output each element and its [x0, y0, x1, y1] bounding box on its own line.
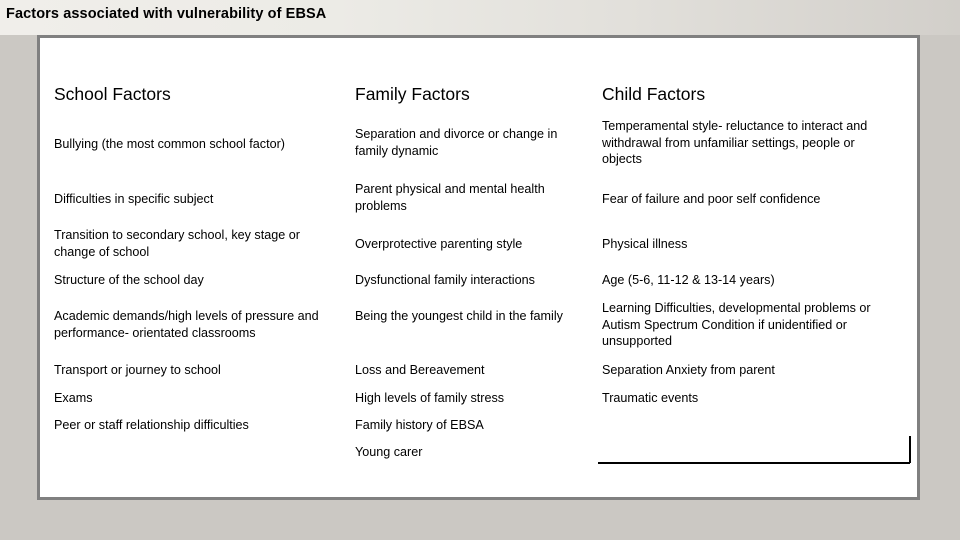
column-header-school-factors: School Factors	[54, 84, 171, 104]
table-cell: Exams	[54, 391, 93, 405]
table-cell: Separation Anxiety from parent	[602, 363, 775, 377]
table-cell: Peer or staff relationship difficulties	[54, 418, 249, 432]
table-cell: Transport or journey to school	[54, 363, 221, 377]
column-header-family-factors: Family Factors	[355, 84, 470, 104]
table-cell: Traumatic events	[602, 391, 699, 405]
table-cell: Difficulties in specific subject	[54, 192, 214, 206]
table-cell: Bullying (the most common school factor)	[54, 137, 285, 151]
annotation-bracket-horizontal	[598, 462, 910, 464]
table-cell: Separation and divorce or change in family dynamic	[355, 127, 558, 158]
table-cell: Loss and Bereavement	[355, 363, 485, 377]
table-cell: Fear of failure and poor self confidence	[602, 192, 821, 206]
table-cell: Overprotective parenting style	[355, 237, 523, 251]
table-cell: Parent physical and mental health problems	[355, 182, 545, 213]
table-cell: Structure of the school day	[54, 273, 204, 287]
table-cell: Young carer	[355, 445, 423, 459]
content-panel	[37, 35, 920, 500]
table-cell: Physical illness	[602, 237, 688, 251]
table-cell: Age (5-6, 11-12 & 13-14 years)	[602, 273, 775, 287]
table-cell: Family history of EBSA	[355, 418, 484, 432]
table-cell: Learning Difficulties, developmental problems or Autism Spectrum Condition if unidentified or unsupported	[602, 301, 871, 348]
table-cell: Being the youngest child in the family	[355, 309, 563, 323]
table-cell: Temperamental style- reluctance to interact and withdrawal from unfamiliar settings, people or objects	[602, 119, 868, 166]
table-cell: High levels of family stress	[355, 391, 505, 405]
column-header-child-factors: Child Factors	[602, 84, 706, 104]
table-cell: Dysfunctional family interactions	[355, 273, 535, 287]
annotation-bracket-vertical	[909, 436, 911, 463]
table-cell: Transition to secondary school, key stage or change of school	[54, 228, 300, 259]
page-title: Factors associated with vulnerability of EBSA	[6, 6, 327, 22]
factors-table	[40, 38, 917, 497]
table-cell: Academic demands/high levels of pressure and performance- orientated classrooms	[54, 309, 319, 340]
